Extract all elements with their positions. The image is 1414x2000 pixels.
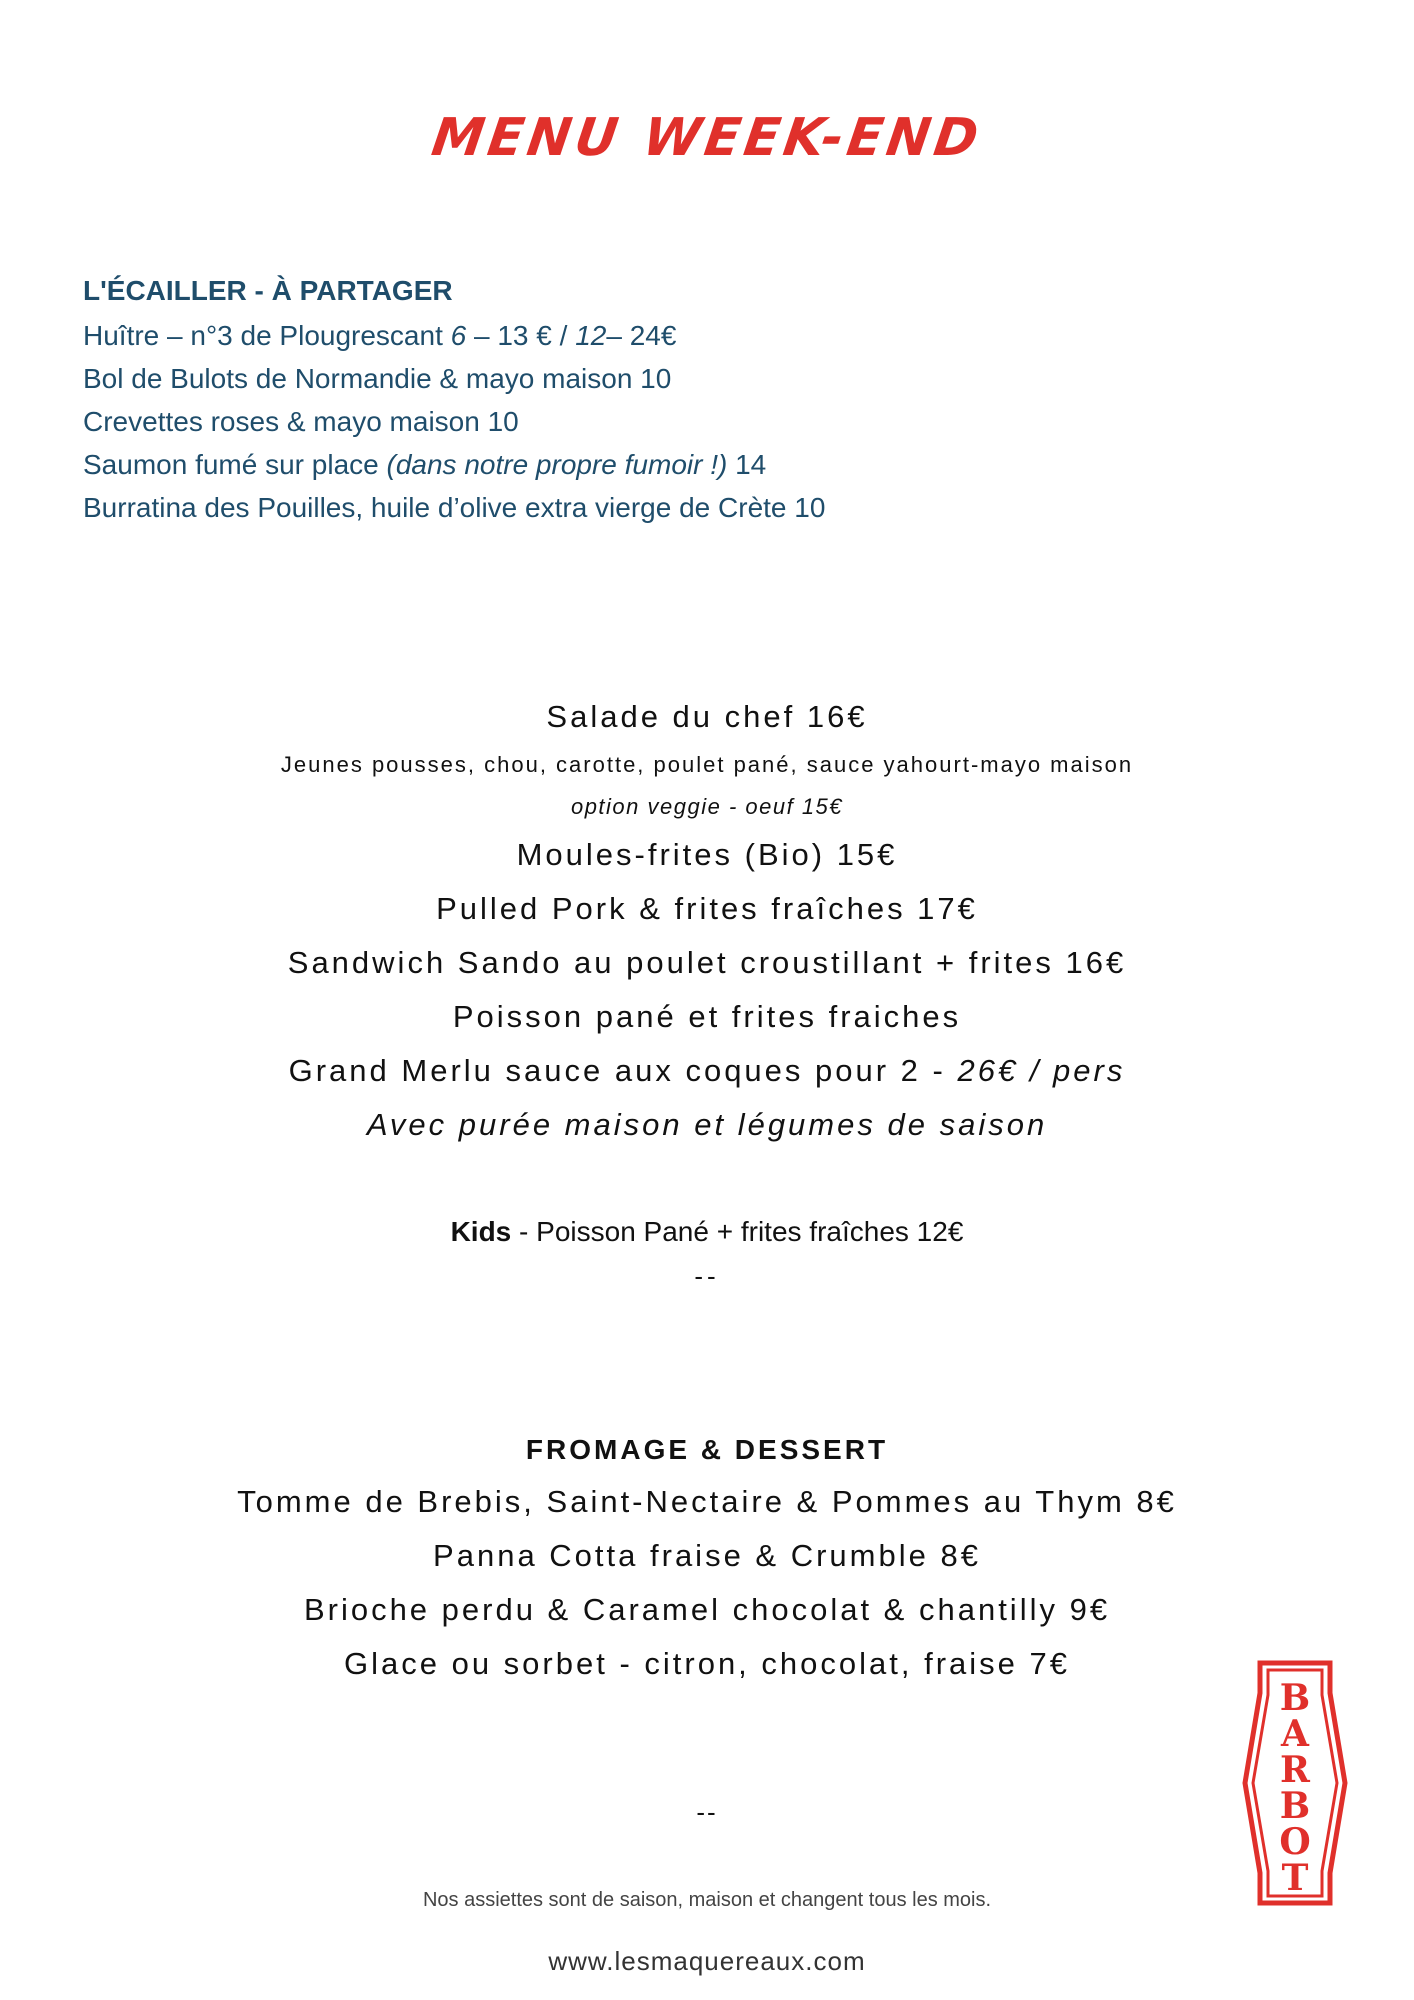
footer-note: Nos assiettes sont de saison, maison et changent tous les mois. bbox=[422, 1889, 992, 1911]
menu-item-salade: Salade du chef 16€ bbox=[546, 699, 868, 734]
logo-letter: B bbox=[1279, 1677, 1311, 1719]
huitre-name: Huître – n°3 de Plougrescant bbox=[83, 320, 451, 351]
saumon-price: 14 bbox=[727, 449, 767, 480]
ecailler-section bbox=[83, 270, 1083, 529]
separator: -- bbox=[696, 1797, 718, 1827]
salade-option: option veggie - oeuf 15€ bbox=[570, 794, 844, 819]
menu-item-glace: Glace ou sorbet - citron, chocolat, fraise 7€ bbox=[343, 1646, 1070, 1681]
huitre-price-mid: – 13 € / bbox=[466, 320, 576, 351]
huitre-price-6: 6 bbox=[450, 320, 467, 351]
menu-item-huitre bbox=[83, 314, 1083, 357]
logo-letter: B bbox=[1279, 1785, 1311, 1827]
salade-description: Jeunes pousses, chou, carotte, poulet pané, sauce yahourt-mayo maison bbox=[280, 752, 1134, 777]
kids-label: Kids bbox=[450, 1216, 512, 1247]
desserts-heading: FROMAGE & DESSERT bbox=[525, 1434, 889, 1465]
website-link[interactable]: www.lesmaquereaux.com bbox=[548, 1946, 866, 1976]
logo-letter: T bbox=[1281, 1857, 1309, 1899]
menu-item-bulots: Bol de Bulots de Normandie & mayo maison 10 bbox=[83, 363, 672, 394]
ecailler-heading: L'ÉCAILLER - À PARTAGER bbox=[83, 275, 453, 306]
desserts-section bbox=[0, 1425, 1414, 1691]
menu-item-pulled-pork: Pulled Pork & frites fraîches 17€ bbox=[436, 891, 978, 926]
merlu-name: Grand Merlu sauce aux coques pour 2 - bbox=[288, 1053, 958, 1088]
mains-section bbox=[0, 690, 1414, 1152]
kids-text: - Poisson Pané + frites fraîches 12€ bbox=[511, 1216, 964, 1247]
menu-item-crevettes: Crevettes roses & mayo maison 10 bbox=[83, 406, 519, 437]
merlu-description: Avec purée maison et légumes de saison bbox=[366, 1107, 1048, 1142]
logo-letter: O bbox=[1279, 1821, 1311, 1863]
saumon-note: (dans notre propre fumoir !) bbox=[386, 449, 728, 480]
menu-item-brioche: Brioche perdu & Caramel chocolat & chantilly 9€ bbox=[303, 1592, 1111, 1627]
menu-item-panna-cotta: Panna Cotta fraise & Crumble 8€ bbox=[433, 1538, 981, 1573]
kids-line bbox=[0, 1210, 1414, 1254]
menu-item-merlu bbox=[0, 1044, 1414, 1098]
menu-item-sandwich: Sandwich Sando au poulet croustillant + frites 16€ bbox=[287, 945, 1127, 980]
menu-item-saumon bbox=[83, 443, 1083, 486]
logo-letter: A bbox=[1281, 1713, 1309, 1755]
saumon-name: Saumon fumé sur place bbox=[83, 449, 387, 480]
separator: -- bbox=[694, 1261, 720, 1291]
menu-item-poisson: Poisson pané et frites fraiches bbox=[452, 999, 962, 1034]
huitre-price-12: 12 bbox=[575, 320, 607, 351]
barbot-logo bbox=[1240, 1658, 1350, 1908]
menu-item-tomme: Tomme de Brebis, Saint-Nectaire & Pommes au Thym 8€ bbox=[237, 1484, 1177, 1519]
page-title: MENU WEEK-END bbox=[428, 108, 986, 168]
menu-item-moules: Moules-frites (Bio) 15€ bbox=[516, 837, 898, 872]
merlu-price: 26€ / pers bbox=[957, 1053, 1126, 1088]
menu-item-burratina: Burratina des Pouilles, huile d’olive extra vierge de Crète 10 bbox=[83, 492, 826, 523]
huitre-price-end: – 24€ bbox=[606, 320, 677, 351]
logo-letter: R bbox=[1280, 1749, 1310, 1791]
